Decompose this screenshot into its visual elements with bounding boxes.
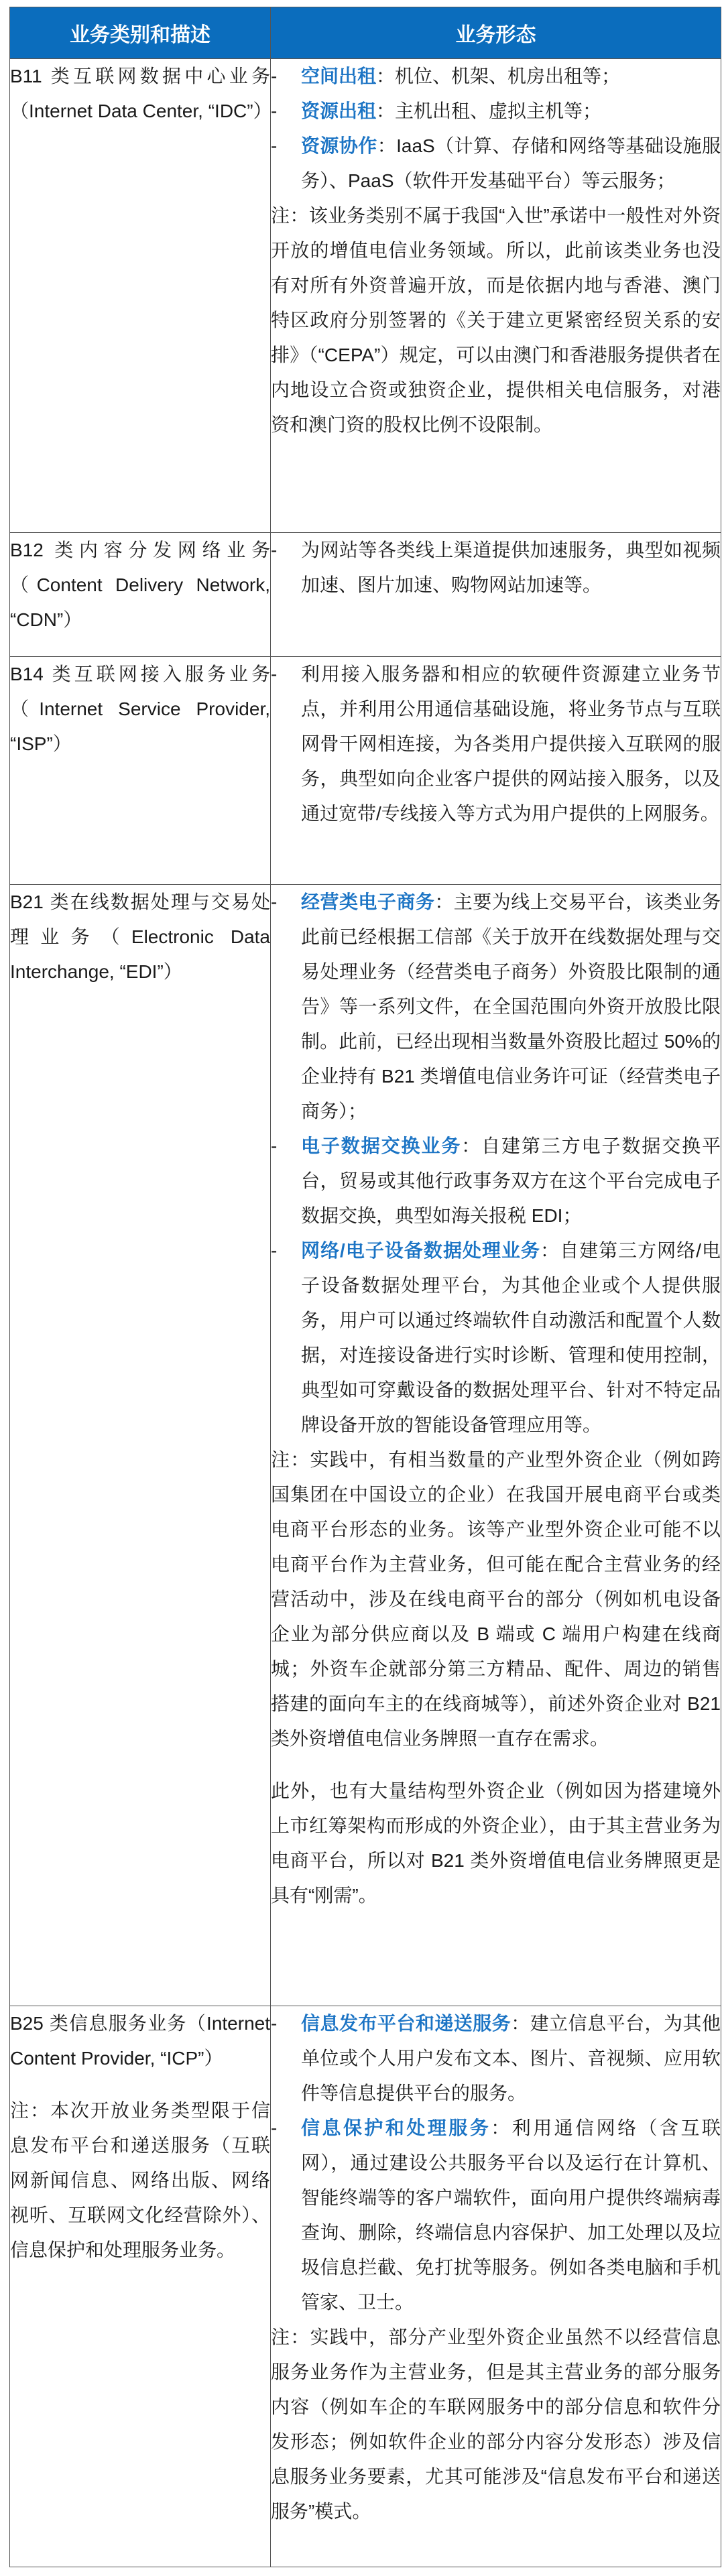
business-form-cell <box>271 885 721 2006</box>
category-cell <box>10 657 271 885</box>
business-form-cell <box>271 657 721 885</box>
bullet-item <box>271 885 721 1129</box>
table-row <box>10 885 721 2006</box>
dash-bullet-icon: - <box>271 664 278 684</box>
header-category-description: 业务类别和描述 <box>10 7 271 59</box>
bullet-item <box>271 129 721 198</box>
bullet-text: ：机位、机架、机房出租等； <box>376 66 621 86</box>
category-cell <box>10 533 271 657</box>
category-title: B12 类内容分发网络业务（Content Delivery Network, “CDN”） <box>10 540 270 630</box>
table-row <box>10 533 721 657</box>
category-note: 注：本次开放业务类型限于信息发布平台和递送服务（互联网新闻信息、网络出版、网络视听、互联网文化经营除外）、信息保护和处理服务业务。 <box>10 2100 270 2260</box>
table-header-row <box>10 7 721 59</box>
bullet-label: 经营类电子商务 <box>301 892 435 912</box>
dash-bullet-icon: - <box>271 1136 278 1156</box>
category-title: B11 类互联网数据中心业务（Internet Data Center, “IDC”） <box>10 66 272 121</box>
bullet-label: 资源出租 <box>301 101 377 121</box>
bullet-item <box>271 533 721 603</box>
note-paragraph: 注：实践中，部分产业型外资企业虽然不以经营信息服务业务作为主营业务，但是其主营业务的部分服务内容（例如车企的车联网服务中的部分信息和软件分发形态；例如软件企业的部分内容分发形态）涉及信息服务业务要素，尤其可能涉及“信息发布平台和递送服务”模式。 <box>271 2327 721 2522</box>
bullet-text: ：建立信息平台，为其他单位或个人用户发布文本、图片、音视频、应用软件等信息提供平台的服务。 <box>301 2013 721 2103</box>
category-cell <box>10 59 271 533</box>
bullet-item <box>271 59 721 94</box>
bullet-text: ：IaaS（计算、存储和网络等基础设施服务）、PaaS（软件开发基础平台）等云服务； <box>301 135 721 191</box>
dash-bullet-icon: - <box>271 135 278 156</box>
dash-bullet-icon: - <box>271 2013 278 2034</box>
dash-bullet-icon: - <box>271 101 278 121</box>
category-title: B21 类在线数据处理与交易处理业务（Electronic Data Interchange, “EDI”） <box>10 892 270 982</box>
table-row <box>10 657 721 885</box>
header-business-form: 业务形态 <box>271 7 721 59</box>
bullet-item <box>271 2111 721 2320</box>
category-title: B25 类信息服务业务（Internet Content Provider, “ICP”） <box>10 2013 270 2069</box>
bullet-label: 电子数据交换业务 <box>301 1136 462 1156</box>
bullet-text: ：主要为线上交易平台，该类业务此前已经根据工信部《关于放开在线数据处理与交易处理业务（经营类电子商务）外资股比限制的通告》等一系列文件，在全国范围向外资开放股比限制。此前，已经出现相当数量外资股比超过 50%的企业持有 B21 类增值电信业务许可证（经营类电子商务）； <box>301 892 721 1121</box>
business-form-cell <box>271 59 721 533</box>
business-form-cell <box>271 533 721 657</box>
bullet-text: ：自建第三方网络/电子设备数据处理平台，为其他企业或个人提供服务，用户可以通过终端软件自动激活和配置个人数据，对连接设备进行实时诊断、管理和使用控制，典型如可穿戴设备的数据处理平台、针对不特定品牌设备开放的智能设备管理应用等。 <box>301 1240 721 1435</box>
note-paragraph: 注：实践中，有相当数量的产业型外资企业（例如跨国集团在中国设立的企业）在我国开展电商平台或类电商平台形态的业务。该等产业型外资企业可能不以电商平台作为主营业务，但可能在配合主营业务的经营活动中，涉及在线电商平台的部分（例如机电设备企业为部分供应商以及 B 端或 C 端用户构建在线商城；外资车企就部分第三方精品、配件、周边的销售搭建的面向车主的在线商城等），前述外资企业对 B21 类外资增值电信业务牌照一直存在需求。 <box>271 1449 721 1749</box>
table-row <box>10 2006 721 2567</box>
business-category-table <box>9 7 721 2567</box>
dash-bullet-icon: - <box>271 1240 278 1261</box>
bullet-item <box>271 2006 721 2111</box>
bullet-item <box>271 94 721 129</box>
bullet-text: 利用接入服务器和相应的软硬件资源建立业务节点，并利用公用通信基础设施，将业务节点与互联网骨干网相连接，为各类用户提供接入互联网的服务，典型如向企业客户提供的网站接入服务，以及通过宽带/专线接入等方式为用户提供的上网服务。 <box>301 664 721 824</box>
category-cell <box>10 2006 271 2567</box>
table-row <box>10 59 721 533</box>
bullet-label: 网络/电子设备数据处理业务 <box>301 1240 541 1261</box>
bullet-item <box>271 1233 721 1443</box>
bullet-text: ：利用通信网络（含互联网），通过建设公共服务平台以及运行在计算机、智能终端等的客户端软件，面向用户提供终端病毒查询、删除，终端信息内容保护、加工处理以及垃圾信息拦截、免打扰等服务。例如各类电脑和手机管家、卫士。 <box>301 2118 721 2313</box>
category-title: B14 类互联网接入服务业务（Internet Service Provider, “ISP”） <box>10 664 270 754</box>
bullet-item <box>271 657 721 831</box>
bullet-label: 空间出租 <box>301 66 377 86</box>
dash-bullet-icon: - <box>271 2118 278 2138</box>
bullet-label: 信息发布平台和递送服务 <box>301 2013 511 2034</box>
bullet-text: ：主机出租、虚拟主机等； <box>376 101 602 121</box>
note-paragraph: 注：该业务类别不属于我国“入世”承诺中一般性对外资开放的增值电信业务领域。所以，此前该类业务也没有对所有外资普遍开放，而是依据内地与香港、澳门特区政府分别签署的《关于建立更紧密经贸关系的安排》（“CEPA”）规定，可以由澳门和香港服务提供者在内地设立合资或独资企业，提供相关电信服务，对港资和澳门资的股权比例不设限制。 <box>271 205 721 435</box>
bullet-text: ：自建第三方电子数据交换平台，贸易或其他行政事务双方在这个平台完成电子数据交换，典型如海关报税 EDI； <box>301 1136 721 1226</box>
dash-bullet-icon: - <box>271 892 278 912</box>
category-cell <box>10 885 271 2006</box>
dash-bullet-icon: - <box>271 540 278 560</box>
bullet-label: 资源协作 <box>301 135 377 156</box>
dash-bullet-icon: - <box>271 66 278 86</box>
bullet-text: 为网站等各类线上渠道提供加速服务，典型如视频加速、图片加速、购物网站加速等。 <box>301 540 721 595</box>
note-paragraph: 此外，也有大量结构型外资企业（例如因为搭建境外上市红筹架构而形成的外资企业），由于其主营业务为电商平台，所以对 B21 类外资增值电信业务牌照更是具有“刚需”。 <box>271 1780 721 1906</box>
bullet-item <box>271 1129 721 1233</box>
bullet-label: 信息保护和处理服务 <box>301 2118 491 2138</box>
business-form-cell <box>271 2006 721 2567</box>
